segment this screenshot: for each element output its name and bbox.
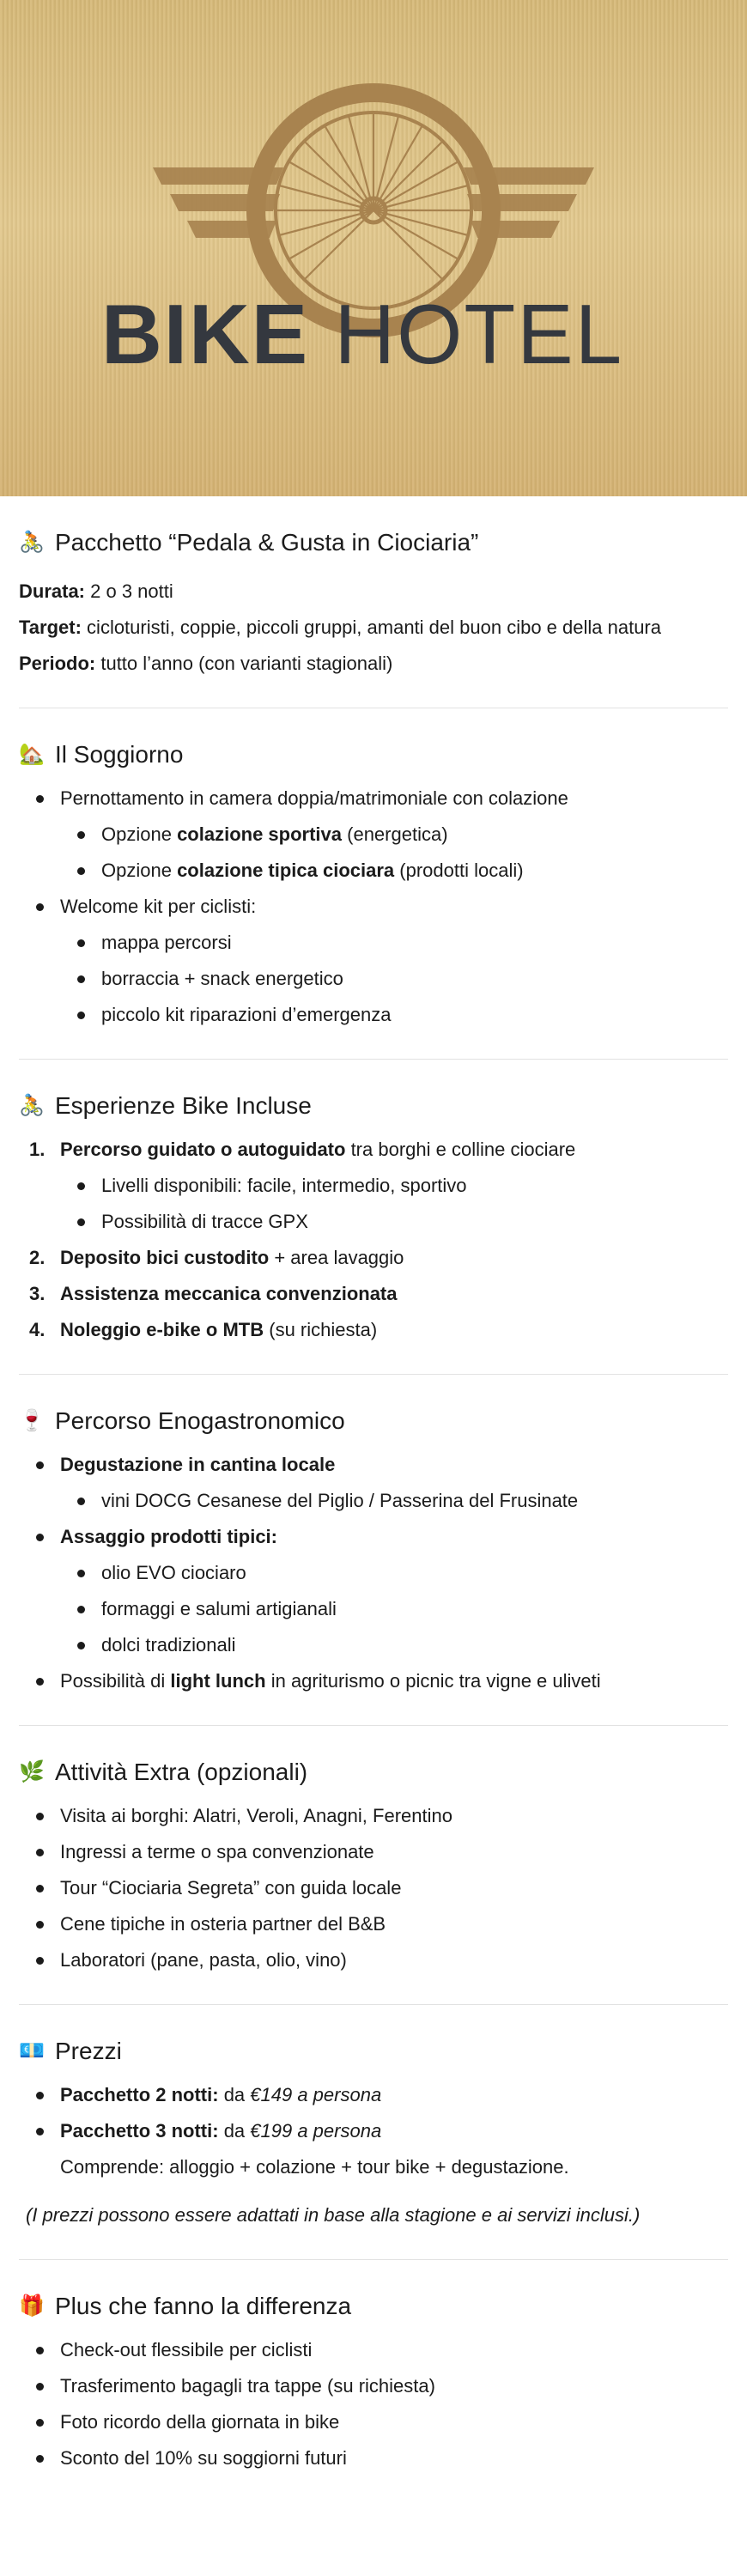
list-item: Degustazione in cantina locale (0, 1447, 747, 1483)
list-item: Welcome kit per ciclisti: (0, 889, 747, 925)
hero-banner (0, 0, 747, 496)
list-item: Pernottamento in camera doppia/matrimoniale con colazione (0, 781, 747, 817)
target-line: Target: cicloturisti, coppie, piccoli gruppi, amanti del buon cibo e della natura (19, 617, 661, 638)
duration-line: Durata: 2 o 3 notti (19, 580, 173, 602)
plus-list (0, 2332, 747, 2476)
bike-section (0, 1060, 747, 1348)
plus-section (0, 2260, 747, 2476)
list-item: Trasferimento bagagli tra tappe (su richiesta) (0, 2368, 747, 2404)
list-item: Laboratori (pane, pasta, olio, vino) (0, 1942, 747, 1978)
extra-title: 🌿 Attività Extra (opzionali) (19, 1759, 308, 1785)
stay-title: 🏡 Il Soggiorno (19, 741, 184, 768)
package-title: 🚴 Pacchetto “Pedala & Gusta in Ciociaria” (19, 529, 479, 556)
list-subitem: dolci tradizionali (0, 1627, 747, 1663)
list-item: Possibilità di light lunch in agriturismo o picnic tra vigne e uliveti (0, 1663, 747, 1699)
bike-hotel-emblem (0, 0, 747, 496)
list-item: Ingressi a terme o spa convenzionate (0, 1834, 747, 1870)
gift-icon: 🎁 (19, 2294, 45, 2318)
bike-list (0, 1132, 747, 1348)
list-item: Check-out flessibile per ciclisti (0, 2332, 747, 2368)
list-subitem: borraccia + snack energetico (0, 961, 747, 997)
prices-section (0, 2005, 747, 2233)
plus-title: 🎁 Plus che fanno la differenza (19, 2293, 352, 2319)
wine-glass-icon: 🍷 (19, 1409, 45, 1432)
list-item: Cene tipiche in osteria partner del B&B (0, 1906, 747, 1942)
list-subitem: piccolo kit riparazioni d’emergenza (0, 997, 747, 1033)
list-subitem: Opzione colazione sportiva (energetica) (0, 817, 747, 853)
main-content (0, 496, 747, 2476)
stay-list (0, 781, 747, 1033)
herb-icon: 🌿 (19, 1760, 45, 1783)
cyclist-icon: 🚴 (19, 1094, 45, 1117)
food-section (0, 1375, 747, 1699)
food-list (0, 1447, 747, 1699)
list-item: Sconto del 10% su soggiorni futuri (0, 2440, 747, 2476)
list-subitem: mappa percorsi (0, 925, 747, 961)
extra-section (0, 1726, 747, 1978)
package-section (0, 496, 747, 682)
numbered-item: 4. Noleggio e-bike o MTB (su richiesta) (29, 1319, 378, 1340)
food-title: 🍷 Percorso Enogastronomico (19, 1407, 345, 1434)
price-item: Pacchetto 3 notti: da €199 a persona (0, 2113, 747, 2149)
extra-list (0, 1798, 747, 1978)
bike-title: 🚴 Esperienze Bike Incluse (19, 1092, 312, 1119)
price-includes: Comprende: alloggio + colazione + tour bike + degustazione. (60, 2156, 569, 2178)
prices-title: 💶 Prezzi (19, 2038, 122, 2064)
list-subitem: vini DOCG Cesanese del Piglio / Passerina del Frusinate (0, 1483, 747, 1519)
list-subitem: Opzione colazione tipica ciociara (prodotti locali) (0, 853, 747, 889)
numbered-item: 2. Deposito bici custodito + area lavaggio (29, 1247, 404, 1268)
list-item: Foto ricordo della giornata in bike (0, 2404, 747, 2440)
list-item: Visita ai borghi: Alatri, Veroli, Anagni, Ferentino (0, 1798, 747, 1834)
list-item: Tour “Ciociaria Segreta” con guida locale (0, 1870, 747, 1906)
list-subitem: Possibilità di tracce GPX (0, 1204, 747, 1240)
brand-logo: BIKE HOTEL (101, 287, 624, 381)
list-item: Assaggio prodotti tipici: (0, 1519, 747, 1555)
numbered-item: 3. Assistenza meccanica convenzionata (29, 1283, 398, 1304)
cyclist-icon: 🚴 (19, 531, 45, 554)
price-note: (I prezzi possono essere adattati in base alla stagione e ai servizi inclusi.) (26, 2204, 641, 2226)
list-subitem: Livelli disponibili: facile, intermedio, sportivo (0, 1168, 747, 1204)
stay-section (0, 708, 747, 1033)
list-subitem: olio EVO ciociaro (0, 1555, 747, 1591)
price-item: Pacchetto 2 notti: da €149 a persona (0, 2077, 747, 2113)
numbered-item: 1. Percorso guidato o autoguidato tra borghi e colline ciociare (29, 1139, 576, 1160)
house-icon: 🏡 (19, 743, 45, 766)
period-line: Periodo: tutto l’anno (con varianti stagionali) (19, 653, 393, 674)
banknote-icon: 💶 (19, 2039, 45, 2063)
package-details (0, 574, 747, 682)
prices-list (0, 2077, 747, 2185)
list-subitem: formaggi e salumi artigianali (0, 1591, 747, 1627)
